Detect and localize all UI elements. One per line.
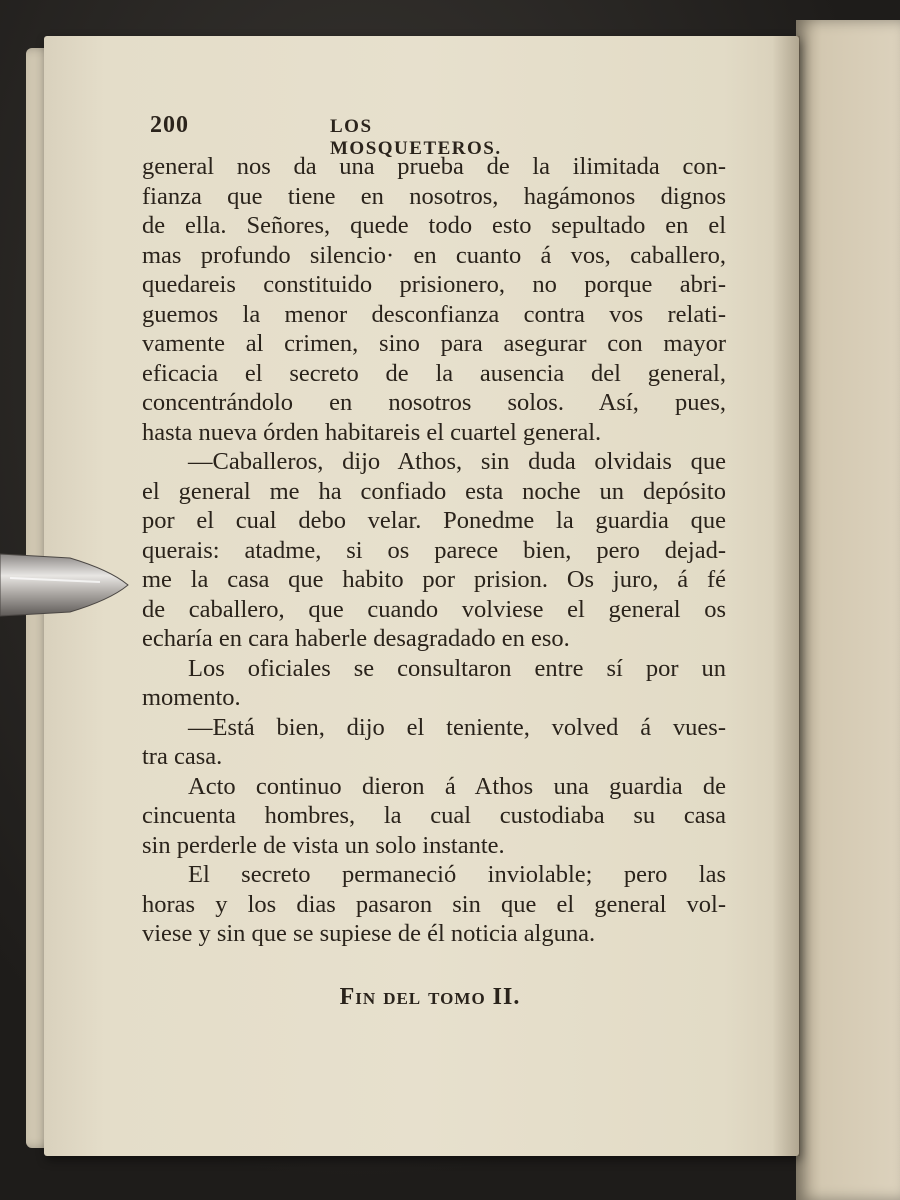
body-line: mas profundo silencio· en cuanto á vos, caballero, (142, 241, 726, 269)
body-line: tra casa. (142, 743, 223, 770)
body-line: Acto continuo dieron á Athos una guardia de (188, 772, 726, 800)
body-line: viese y sin que se supiese de él noticia alguna. (142, 920, 596, 947)
body-line: de caballero, que cuando volviese el general os (142, 595, 726, 623)
body-line: horas y los dias pasaron sin que el general vol- (142, 890, 726, 918)
body-line: hasta nueva órden habitareis el cuartel general. (142, 418, 602, 446)
facing-page (796, 20, 900, 1200)
body-line: —Caballeros, dijo Athos, sin duda olvidais que (188, 448, 726, 475)
body-line: sin perderle de vista un solo instante. (142, 831, 505, 859)
pen-tip-icon (0, 548, 130, 622)
body-line: guemos la menor desconfianza contra vos relati- (142, 300, 726, 328)
body-line: El secreto permaneció inviolable; pero las (188, 861, 726, 888)
body-line: general nos da una prueba de la ilimitada con- (142, 153, 726, 180)
body-line: fianza que tiene en nosotros, hagámonos dignos (142, 182, 726, 210)
body-line: —Está bien, dijo el teniente, volved á vues- (188, 713, 726, 741)
gutter-shadow (772, 36, 800, 1156)
body-line: eficacia el secreto de la ausencia del general, (142, 359, 726, 387)
body-line: cincuenta hombres, la cual custodiaba su casa (142, 802, 726, 829)
body-line: vamente al crimen, sino para asegurar con mayor (142, 330, 726, 357)
body-line: momento. (142, 684, 241, 711)
running-title: LOS MOSQUETEROS. (330, 116, 502, 159)
page-header (150, 112, 550, 159)
body-line: por el cual debo velar. Ponedme la guardia que (142, 507, 726, 534)
page-number: 200 (150, 112, 189, 138)
body-line: quedareis constituido prisionero, no porque abri- (142, 271, 726, 298)
body-line: querais: atadme, si os parece bien, pero dejad- (142, 536, 726, 564)
body-line: echaría en cara haberle desagradado en eso. (142, 625, 570, 652)
body-text (142, 152, 726, 949)
body-line: concentrándolo en nosotros solos. Así, pues, (142, 389, 726, 416)
body-line: de ella. Señores, quede todo esto sepultado en el (142, 212, 726, 239)
end-of-volume-mark: Fin del tomo II. (339, 984, 521, 1010)
body-line: me la casa que habito por prision. Os juro, á fé (142, 566, 726, 593)
body-line: el general me ha confiado esta noche un depósito (142, 477, 726, 505)
body-line: Los oficiales se consultaron entre sí por un (188, 654, 726, 682)
